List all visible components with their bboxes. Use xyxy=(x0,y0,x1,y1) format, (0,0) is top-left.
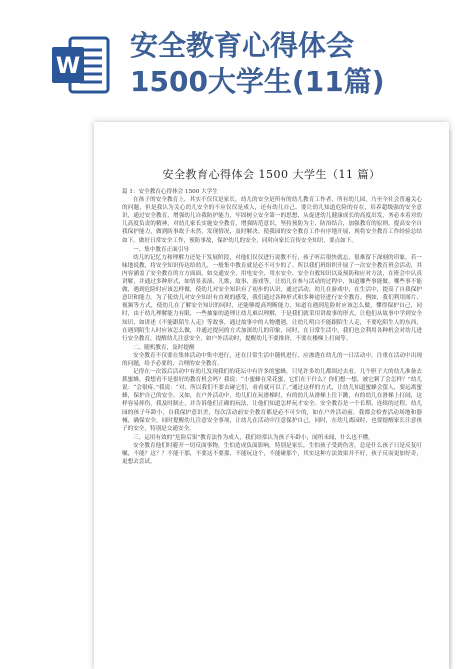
paragraph: 安全教育不仅要在集体活动中集中进行，还在日常生活中随机进行，应渗透在幼儿的一日活动中，注重在活动中出现的问题，给予必要的、合理的安全教育。 xyxy=(122,352,422,367)
page-title xyxy=(130,28,470,100)
word-document-icon xyxy=(50,34,112,96)
paragraph-heading: 篇 1：安全教育心得体会 1500 大学生 xyxy=(122,189,218,195)
paragraph: 幼儿的记忆力和理解力还处于发展阶段，对他们仅仅进行说教不行，孩子听后很快就忘，很难留下深刻的印象，若一味地说教，将安全知识传达给幼儿，一般集中教育就是必不可少的了。所以我们班组织开展了一次安全教育班会活动，其内容涵盖了安全教育的方方面面，如交通安全、用电安全、用水安全、安全自救知识以及预防和应对方法，在班会中认真讲解，并通过多种形式，如情景表演、儿歌、故事、游戏等，让幼儿在参与活动的过程中，知道哪些事能做，哪些事不能做，遇到危险时应该怎样做，使幼儿对安全知识有了初步的认识，通过活动，幼儿在游戏中，在生活中，提高了自我保护意识和能力。为了使幼儿对安全知识有直观的感受，我们通过各种形式和多种途径进行安全教育。例如，我们利用图片、视频等方式，使幼儿在了解安全知识的同时，还能够提高判断能力，知道在遇到危险时应该怎么做，懂得保护自己，同时，由于幼儿理解能力有限，一些抽象的道理让幼儿难以理解，于是我们就采用讲故事的形式，让他们从故事中学到安全知识，如讲述《不能跟陌生人走》等故事，通过故事中的人物遭遇，让幼儿明白不能跟陌生人走，不要吃陌生人的东西，在遇到陌生人时应该怎么做，并通过提问的方式加深幼儿的印象，同时，在日常生活中，我们也会利用各种机会对幼儿进行安全教育，提醒幼儿注意安全，如户外活动时，提醒幼儿不要推挤，不要在楼梯上打闹等。 xyxy=(122,254,422,342)
document-body xyxy=(122,188,422,466)
page-header xyxy=(0,0,474,110)
paragraph: 安全教育他们时避开一切反面事物，生怕造成负面影响，特别是家长，生怕孩子受到伤害，总是什么孩子只是反复叮嘱，不能？这？？不能干那，不要这不要那，不能玩这个，不能碰那个，其实这种方法效果并不好，孩子反而更加好奇，更想去尝试。 xyxy=(122,442,422,466)
paragraph: 记得在一次饭后活动中有幼儿发现我们的花坛中有许多的蜜蜂，只见许多幼儿都围过去看，几个胆子大的幼儿准备去抓蜜蜂，我想看不是很好的教育机会吗？我说：“小蜜蜂在采花蜜，它们在干什么？你们想一想，被它刺了会怎样？”幼儿说：“会很疼。”我说：“对，所以我们不要去碰它们，看看就可以了。”通过这样的方式，让幼儿知道蜜蜂会蜇人，要远离蜜蜂，保护自己的安全。又如，在户外活动中，幼儿们在玩滑梯时，有的幼儿从滑梯上往下跳，有的幼儿在滑梯上打闹，这样容易摔伤，我及时制止，并告诉他们正确的玩法，让他们知道怎样玩才安全。安全教育是一个长期、连续的过程，幼儿园的孩子年龄小，自我保护意识差，每次活动前安全教育都是必不可少的，如在户外活动前，我都会检查活动场地和器械，确保安全，同时提醒幼儿注意安全事项，让幼儿在活动中注意保护自己，同时，在幼儿离园时，也要提醒家长注意孩子的安全，特别是交通安全。 xyxy=(122,369,422,432)
title-line-1: 安全教育心得体会 xyxy=(130,29,355,62)
word-icon-letter: W xyxy=(55,54,81,79)
section-heading: 二、随机教育，及时提醒 xyxy=(133,344,195,351)
section-heading: 一、集中教育正面引导 xyxy=(133,246,189,253)
title-line-2: 1500大学生(11篇) xyxy=(130,65,385,98)
paragraph: 在孩子的安全教育上，其实不仅仅是家长。幼儿的安全是所有的幼儿教育工作者，所有幼儿园，乃至全社会普遍关心的问题，但是我认为关心幼儿安全的不应仅仅是成人，还有幼儿自己，要让幼儿知道危险的存在，培养超级强的安全意识，通过安全教育，增强幼儿自我防护能力，牢固树立安全第一的思想，从促进幼儿健康成长的高度出发，务必本着对幼儿高度负责的精神，对幼儿家长实施安全教育，增强防范意识，坚持预防为主，防治结合，加强教育的原则，提高安全自我保护能力，做到防事故于未然，发现情况，及时解决。使我园的安全教育工作有序地开展，现将安全教育工作经验总结如下。做好日常安全工作，预防事故，保护幼儿的安全，同时向家长宣传安全知识，要点如下。 xyxy=(122,197,422,244)
section-heading: 三、运用有效的“危险后果”教育法作为成人，我们经常认为孩子年龄小，闻所未闻，什么也不懂。 xyxy=(133,434,374,441)
document-preview xyxy=(94,122,449,669)
document-title: 安全教育心得体会 1500 大学生（11 篇） xyxy=(162,168,381,181)
